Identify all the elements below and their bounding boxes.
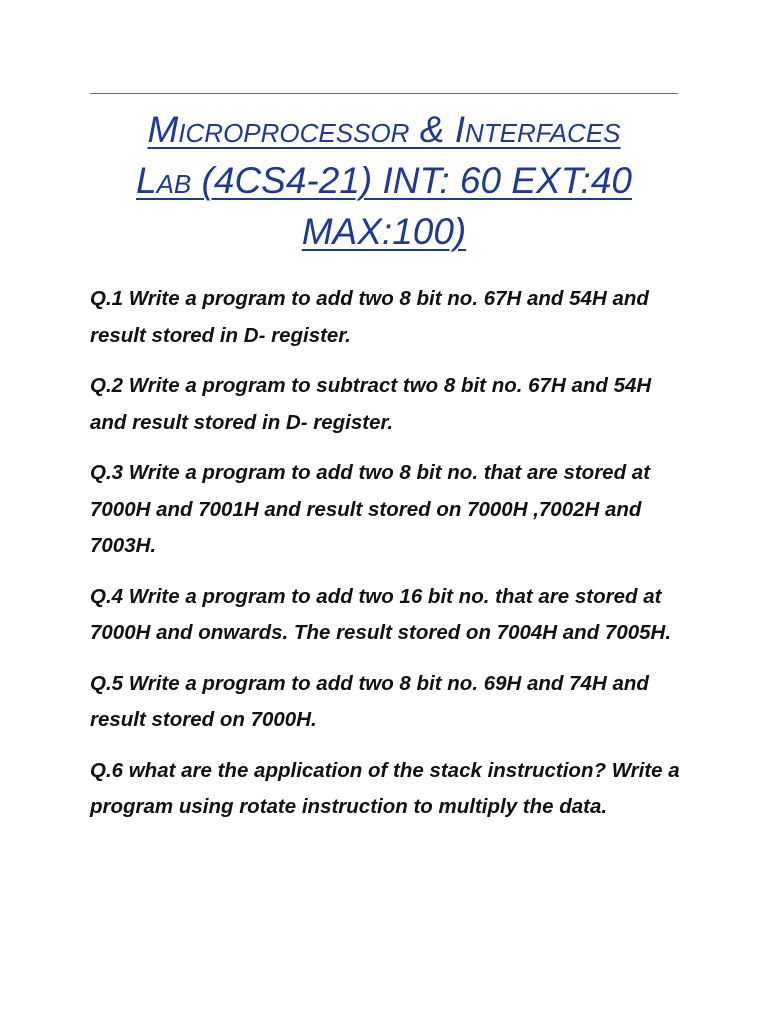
question-3: Q.3 Write a program to add two 8 bit no. that are stored at 7000H and 7001H and result stored on 7000H ,7002H and 7003H.	[90, 461, 651, 557]
title-line-1: Microprocessor & Interfaces	[147, 109, 621, 150]
header-rule	[90, 93, 678, 94]
title-line-2: Lab (4CS4-21) INT: 60 EXT:40	[136, 160, 632, 201]
question-4: Q.4 Write a program to add two 16 bit no. that are stored at 7000H and onwards. The result stored on 7004H and 7005H.	[90, 584, 672, 644]
question-1: Q.1 Write a program to add two 8 bit no. 67H and 54H and result stored in D- register.	[90, 287, 649, 347]
page-title	[90, 104, 678, 257]
question-2: Q.2 Write a program to subtract two 8 bit no. 67H and 54H and result stored in D- register.	[90, 374, 652, 434]
question-6: Q.6 what are the application of the stack instruction? Write a program using rotate instruction to multiply the data.	[90, 758, 680, 818]
title-line-3: MAX:100)	[301, 211, 467, 252]
question-list	[90, 281, 690, 840]
question-5: Q.5 Write a program to add two 8 bit no. 69H and 74H and result stored on 7000H.	[90, 671, 649, 731]
